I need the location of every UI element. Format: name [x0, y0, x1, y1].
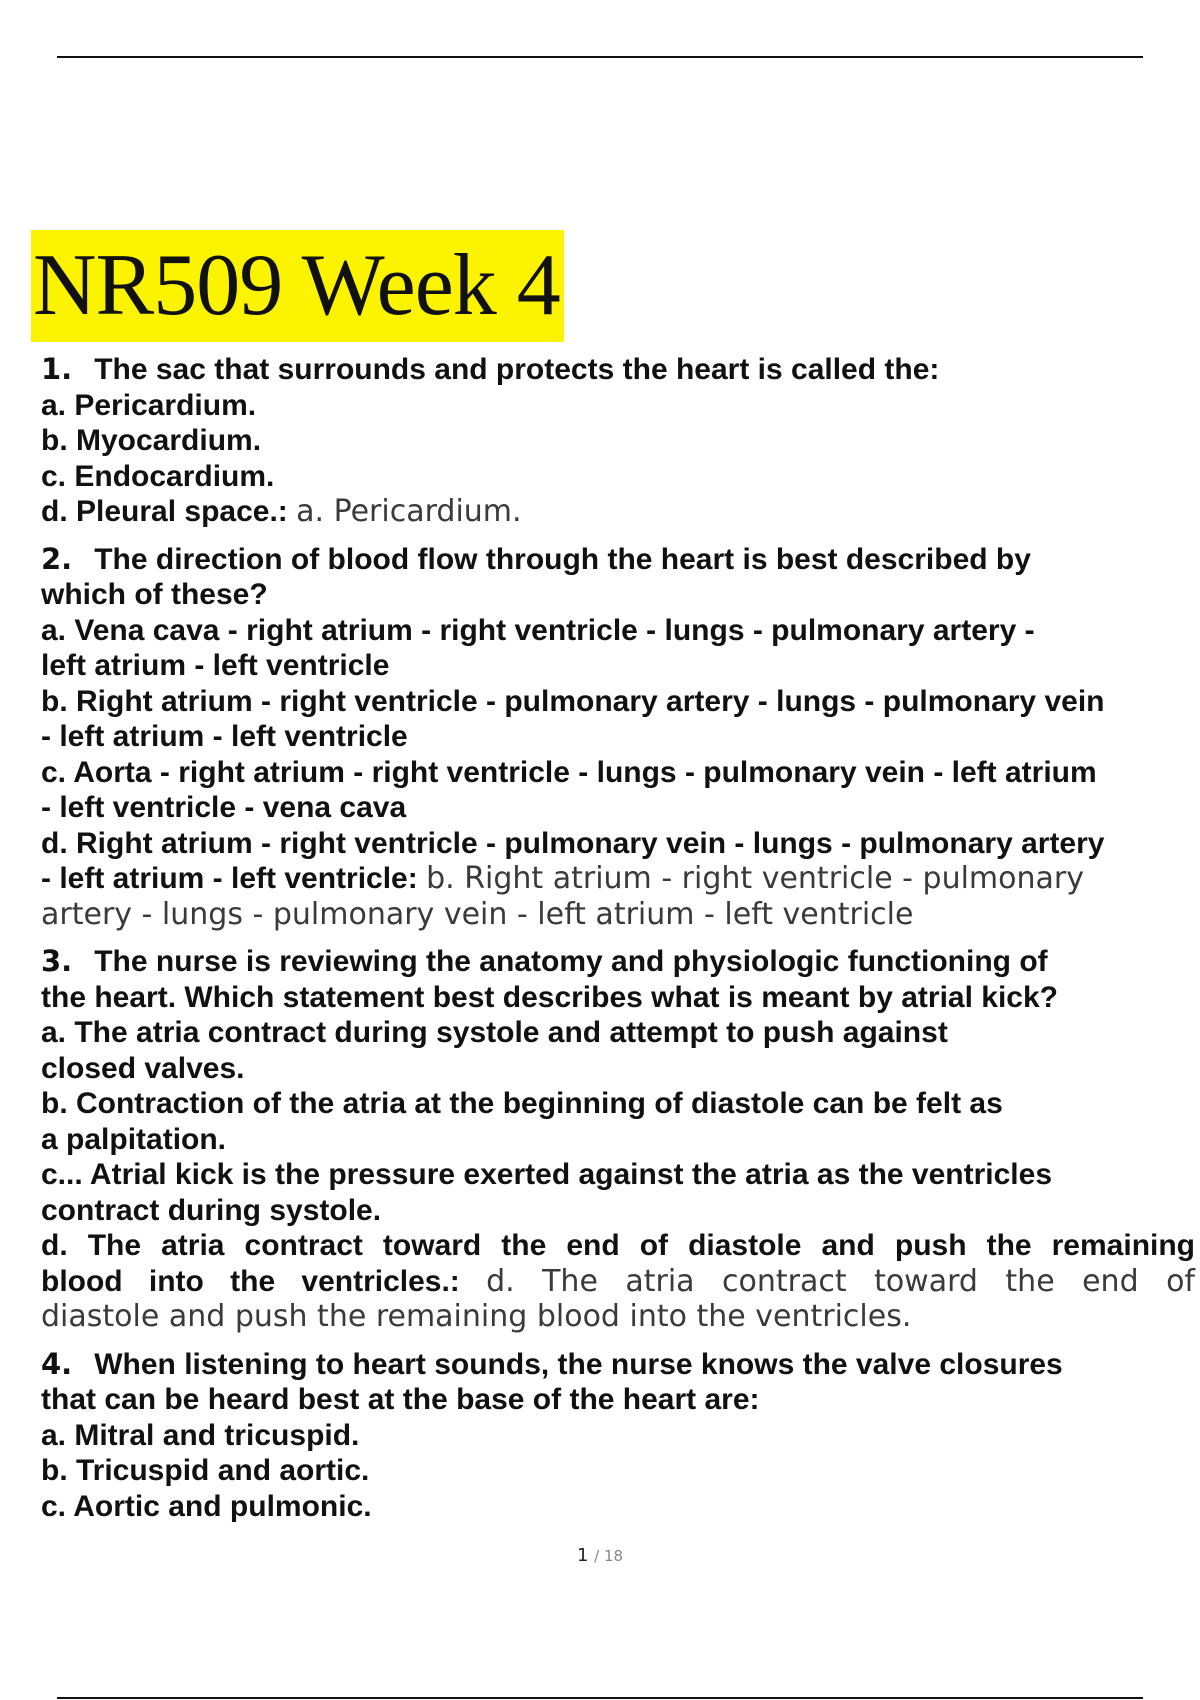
option-d-text: blood into the ventricles.: [41, 1264, 460, 1298]
option-d-text: d. Pleural space.: [41, 495, 288, 528]
question-4 [41, 1347, 1195, 1525]
option-c-cont: contract during systole. [41, 1193, 382, 1227]
option-c: c. Aorta - right atrium - right ventricle - lungs - pulmonary vein - left atrium [41, 755, 1097, 789]
option-b: b. Myocardium. [41, 424, 262, 457]
stem-text: When listening to heart sounds, the nurse knows the valve closures [94, 1347, 1063, 1381]
option-d [41, 494, 1195, 530]
option-d-cont [41, 861, 1195, 897]
option-d: d. The atria contract toward the end of diastole and push the remaining [41, 1229, 1195, 1262]
question-number: 2. [41, 541, 73, 576]
option-a: a. Pericardium. [41, 388, 257, 422]
option-a: a. Mitral and tricuspid. [41, 1418, 360, 1452]
option-c: c... Atrial kick is the pressure exerted against the atria as the ventricles [41, 1158, 1053, 1191]
question-stem [41, 542, 1195, 578]
question-3 [41, 944, 1195, 1335]
question-2 [41, 542, 1195, 933]
option-d-text: - left atrium - left ventricle: [41, 862, 418, 895]
stem-text: The direction of blood flow through the heart is best described by [94, 542, 1031, 576]
option-b-cont: a palpitation. [41, 1122, 227, 1156]
option-a: a. The atria contract during systole and attempt to push against [41, 1016, 948, 1049]
question-stem-cont: which of these? [41, 578, 268, 611]
option-a-cont: closed valves. [41, 1051, 245, 1085]
option-b: b. Contraction of the atria at the beginning of diastole can be felt as [41, 1087, 1003, 1120]
bottom-rule [57, 1697, 1143, 1699]
answer-text-cont: diastole and push the remaining blood into the ventricles. [41, 1299, 912, 1334]
option-d: d. Right atrium - right ventricle - pulmonary vein - lungs - pulmonary artery [41, 826, 1105, 860]
answer-text: d. The atria contract toward the end of [486, 1263, 1195, 1299]
question-number: 4. [41, 1346, 73, 1381]
top-rule [57, 56, 1143, 58]
answer-text: a. Pericardium. [296, 494, 522, 529]
option-d-cont [41, 1264, 1195, 1300]
option-a: a. Vena cava - right atrium - right ventricle - lungs - pulmonary artery - [41, 613, 1035, 647]
option-b-cont: - left atrium - left ventricle [41, 720, 408, 753]
option-c: c. Endocardium. [41, 459, 275, 493]
option-b: b. Tricuspid and aortic. [41, 1454, 370, 1487]
page-indicator [0, 1545, 1200, 1566]
option-c: c. Aortic and pulmonic. [41, 1489, 372, 1523]
stem-text: The sac that surrounds and protects the heart is called the: [94, 353, 940, 386]
option-a-cont: left atrium - left ventricle [41, 649, 390, 682]
option-b: b. Right atrium - right ventricle - pulmonary artery - lungs - pulmonary vein [41, 684, 1105, 718]
page-current: 1 [576, 1545, 589, 1566]
question-list [41, 352, 1195, 1536]
answer-text-cont: artery - lungs - pulmonary vein - left atrium - left ventricle [41, 896, 914, 932]
question-stem-cont: the heart. Which statement best describes what is meant by atrial kick? [41, 980, 1058, 1014]
page-total: / 18 [594, 1547, 624, 1565]
question-stem [41, 1347, 1195, 1383]
document-title: NR509 Week 4 [33, 237, 560, 334]
question-number: 3. [41, 944, 73, 978]
question-number: 1. [41, 352, 73, 386]
stem-text: The nurse is reviewing the anatomy and physiologic functioning of [94, 945, 1048, 978]
question-stem [41, 944, 1195, 980]
title-highlight [31, 230, 564, 342]
question-stem-cont: that can be heard best at the base of the heart are: [41, 1383, 760, 1416]
question-1 [41, 352, 1195, 530]
answer-text: b. Right atrium - right ventricle - pulmonary [426, 861, 1084, 896]
question-stem [41, 352, 1195, 388]
option-c-cont: - left ventricle - vena cava [41, 791, 407, 824]
